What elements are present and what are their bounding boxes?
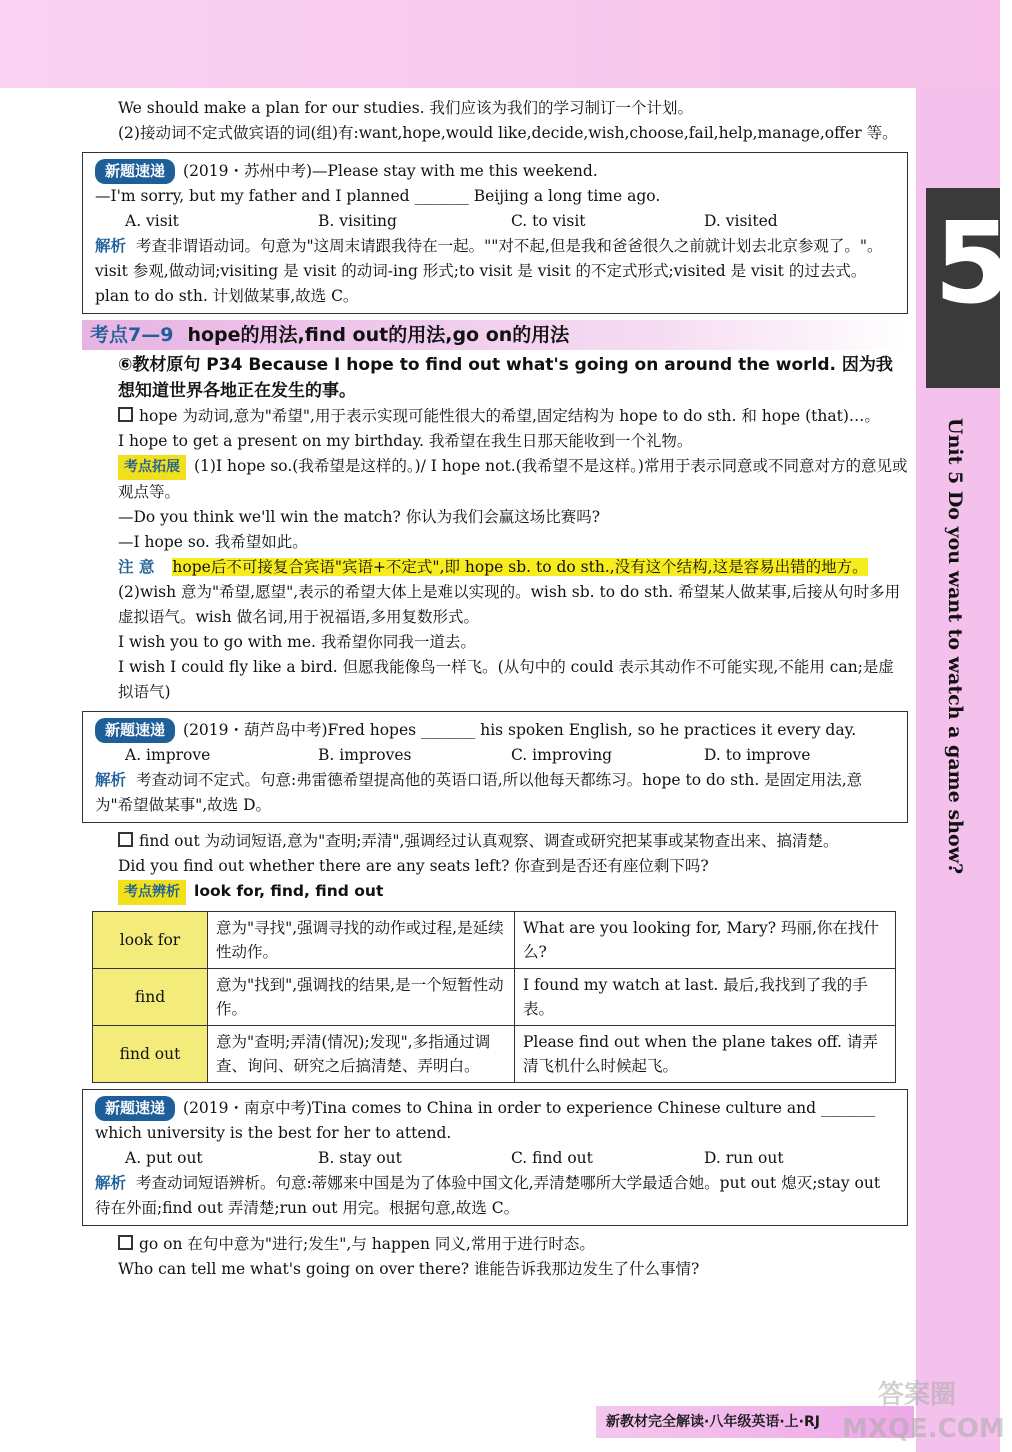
note-label: 注 意 bbox=[118, 558, 155, 576]
hope-definition: hope 为动词,意为"希望",用于表示实现可能性很大的希望,固定结构为 hope to do sth. 和 hope (that)…。 bbox=[139, 407, 880, 425]
meaning-cell: 意为"查明;弄清(情况);发现",多指通过调查、询问、研究之后搞清楚、弄明白。 bbox=[208, 1026, 515, 1083]
hope-example: I hope to get a present on my birthday. 我希望在我生日那天能收到一个礼物。 bbox=[118, 432, 693, 450]
comparison-title: look for, find, find out bbox=[194, 882, 384, 900]
goon-example: Who can tell me what's going on over there? 谁能告诉我那边发生了什么事情? bbox=[118, 1260, 700, 1278]
analysis-text: 考查动词短语辨析。句意:蒂娜来中国是为了体验中国文化,弄清楚哪所大学最适合她。put out 熄灭;stay out 待在外面;find out 弄清楚;run out 用完。根据句意,故选 C。 bbox=[95, 1174, 881, 1217]
question-source: (2019・南京中考)Tina comes to China in order to experience Chinese culture and _______ which university is the best for her to attend. bbox=[95, 1099, 876, 1142]
word-cell: look for bbox=[93, 912, 208, 969]
exercise-box-2 bbox=[82, 711, 908, 823]
textbook-sentence: ⑥教材原句 P34 Because I hope to find out what's going on around the world. 因为我想知道世界各地正在发生的事。 bbox=[118, 355, 893, 401]
analysis-label: 解析 bbox=[95, 771, 127, 789]
analysis-label: 解析 bbox=[95, 1174, 127, 1192]
option-b: B. visiting bbox=[318, 212, 397, 230]
table-row bbox=[93, 912, 896, 969]
hope-example-3: —I hope so. 我希望如此。 bbox=[118, 533, 308, 551]
option-c: C. find out bbox=[511, 1149, 593, 1167]
key-point-tag: 考点7—9 bbox=[90, 324, 174, 346]
option-a: A. visit bbox=[125, 212, 179, 230]
rule-text: (2)接动词不定式做宾语的词(组)有:want,hope,would like,decide,wish,choose,fail,help,manage,offer 等。 bbox=[118, 124, 898, 142]
goon-definition: go on 在句中意为"进行;发生",与 happen 同义,常用于进行时态。 bbox=[139, 1235, 595, 1253]
key-point-bar bbox=[82, 320, 908, 350]
footer-book-title: 新教材完全解读·八年级英语·上·RJ bbox=[596, 1406, 914, 1438]
unit-side-tab bbox=[916, 88, 1012, 1452]
findout-definition: find out 为动词短语,意为"查明;弄清",强调经过认真观察、调查或研究把某事或某物查出来、搞清楚。 bbox=[139, 832, 839, 850]
findout-example: Did you find out whether there are any seats left? 你查到是否还有座位剩下吗? bbox=[118, 857, 709, 875]
example-sentence: We should make a plan for our studies. 我们应该为我们的学习制订一个计划。 bbox=[118, 99, 694, 117]
bullet-icon bbox=[118, 1235, 133, 1250]
option-a: A. put out bbox=[125, 1149, 203, 1167]
wish-example-1: I wish you to go with me. 我希望你同我一道去。 bbox=[118, 633, 476, 651]
bullet-icon bbox=[118, 407, 133, 422]
option-c: C. to visit bbox=[511, 212, 586, 230]
example-cell: I found my watch at last. 最后,我找到了我的手表。 bbox=[515, 969, 896, 1026]
new-question-badge: 新题速递 bbox=[95, 1096, 175, 1121]
wish-example-2: I wish I could fly like a bird. 但愿我能像鸟一样飞。(从句中的 could 表示其动作不可能实现,不能用 can;是虚拟语气) bbox=[118, 658, 894, 701]
analysis-label: 解析 bbox=[95, 237, 127, 255]
question-line: —I'm sorry, but my father and I planned _______ Beijing a long time ago. bbox=[95, 187, 661, 205]
watermark-logo: 答案圈 MXQE.COM bbox=[842, 1380, 1005, 1444]
option-d: D. run out bbox=[704, 1149, 784, 1167]
meaning-cell: 意为"寻找",强调寻找的动作或过程,是延续性动作。 bbox=[208, 912, 515, 969]
comparison-table bbox=[92, 911, 896, 1083]
option-a: A. improve bbox=[125, 746, 211, 764]
example-cell: Please find out when the plane takes off. 请弄清飞机什么时候起飞。 bbox=[515, 1026, 896, 1083]
new-question-badge: 新题速递 bbox=[95, 159, 175, 184]
extension-label: 考点拓展 bbox=[118, 455, 186, 480]
comparison-label: 考点辨析 bbox=[118, 880, 186, 905]
analysis-text: 考查非谓语动词。句意为"这周末请跟我待在一起。""对不起,但是我和爸爸很久之前就计划去北京参观了。"。visit 参观,做动词;visiting 是 visit 的动词-ing 形式;to visit 是 visit 的不定式形式;visited 是 visit 的过去式。plan to do sth. 计划做某事,故选 C。 bbox=[95, 237, 883, 305]
new-question-badge: 新题速递 bbox=[95, 718, 175, 743]
options bbox=[95, 743, 897, 768]
word-cell: find out bbox=[93, 1026, 208, 1083]
options bbox=[95, 209, 897, 234]
exercise-box-3 bbox=[82, 1089, 908, 1226]
exercise-box-1 bbox=[82, 152, 908, 314]
top-band bbox=[0, 0, 1000, 88]
unit-number: 5 bbox=[934, 199, 1012, 329]
top-band-inner bbox=[0, 0, 1000, 88]
option-d: D. visited bbox=[704, 212, 778, 230]
word-cell: find bbox=[93, 969, 208, 1026]
example-cell: What are you looking for, Mary? 玛丽,你在找什么? bbox=[515, 912, 896, 969]
extension-text: (1)I hope so.(我希望是这样的。)/ I hope not.(我希望不是这样。)常用于表示同意或不同意对方的意见或观点等。 bbox=[118, 457, 908, 501]
hope-example-2: —Do you think we'll win the match? 你认为我们会赢这场比赛吗? bbox=[118, 508, 601, 526]
analysis-text: 考查动词不定式。句意:弗雷德希望提高他的英语口语,所以他每天都练习。hope to do sth. 是固定用法,意为"希望做某事",故选 D。 bbox=[95, 771, 863, 814]
option-c: C. improving bbox=[511, 746, 613, 764]
table-row bbox=[93, 969, 896, 1026]
page-content bbox=[82, 96, 908, 1282]
option-b: B. improves bbox=[318, 746, 412, 764]
meaning-cell: 意为"找到",强调找的结果,是一个短暂性动作。 bbox=[208, 969, 515, 1026]
question-source: (2019・葫芦岛中考)Fred hopes _______ his spoken English, so he practices it every day. bbox=[183, 721, 857, 739]
unit-title: Unit 5 Do you want to watch a game show? bbox=[944, 418, 966, 875]
question-source: (2019・苏州中考)—Please stay with me this weekend. bbox=[183, 162, 598, 180]
bullet-icon bbox=[118, 832, 133, 847]
table-row bbox=[93, 1026, 896, 1083]
option-d: D. to improve bbox=[704, 746, 811, 764]
wish-definition: (2)wish 意为"希望,愿望",表示的希望大体上是难以实现的。wish sb. to do sth. 希望某人做某事,后接从句时多用虚拟语气。wish 做名词,用于祝福语,多用复数形式。 bbox=[118, 583, 901, 626]
key-point-title: hope的用法,find out的用法,go on的用法 bbox=[187, 324, 570, 346]
option-b: B. stay out bbox=[318, 1149, 402, 1167]
options bbox=[95, 1146, 897, 1171]
note-text: hope后不可接复合宾语"宾语+不定式",即 hope sb. to do sth.,没有这个结构,这是容易出错的地方。 bbox=[172, 558, 868, 576]
